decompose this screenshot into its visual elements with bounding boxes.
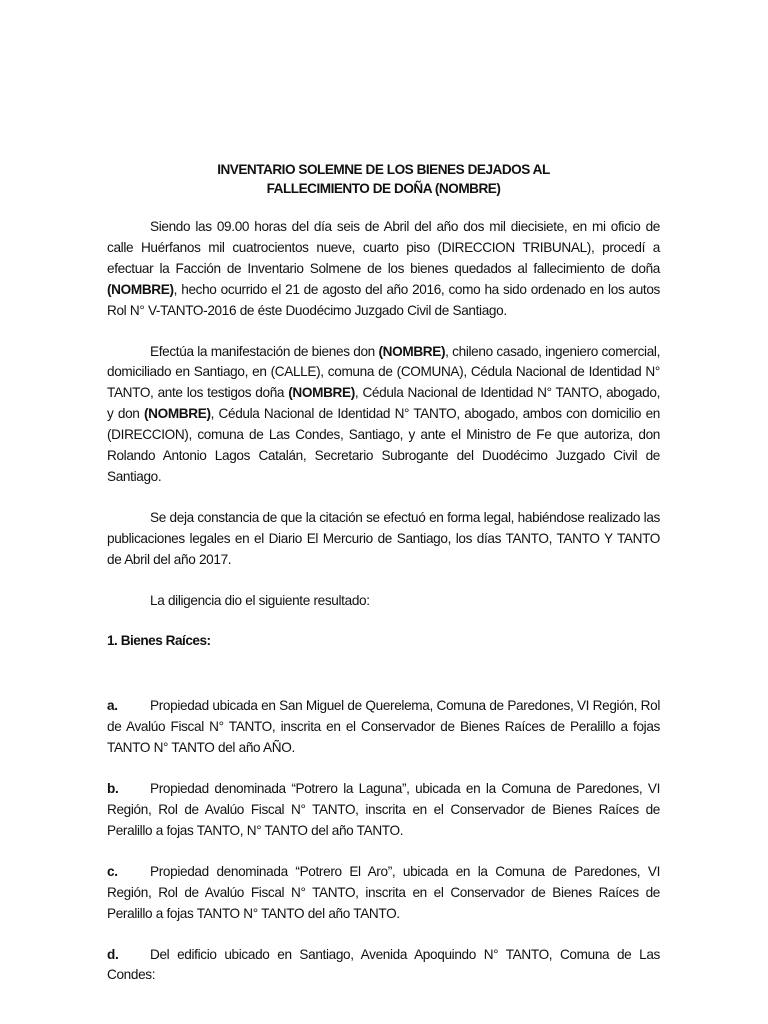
paragraph-intro-text-a: Siendo las 09.00 horas del día seis de Abril del año dos mil diecisiete, en mi oficio de calle Huérfanos mil cuatrocientos nueve, cuarto piso (DIRECCION TRIBUNAL), procedí a efectuar la Facción de Inventario Solmene de los bienes quedados al fallecimiento de doña	[107, 219, 660, 276]
list-item-text: Propiedad ubicada en San Miguel de Querelema, Comuna de Paredones, VI Región, Rol de Avalúo Fiscal N° TANTO, inscrita en el Conservador de Bienes Raíces de Peralillo a fojas TANTO N° TANTO del año AÑO.	[107, 698, 660, 756]
list-item-letter: b.	[107, 781, 119, 797]
list-item	[107, 696, 660, 759]
name-placeholder: (NOMBRE)	[288, 385, 355, 401]
name-placeholder: (NOMBRE)	[143, 406, 211, 422]
list-item-letter: a.	[107, 698, 118, 714]
title-line-1: INVENTARIO SOLEMNE DE LOS BIENES DEJADOS AL	[217, 162, 550, 177]
list-item-text: Propiedad denominada “Potrero la Laguna”, ubicada en la Comuna de Paredones, VI Región, Rol de Avalúo Fiscal N° TANTO, inscrita en el Conservador de Bienes Raíces de Peralillo a fojas TANTO, N° TANTO del año TANTO.	[107, 781, 660, 838]
list-item-text: Del edificio ubicado en Santiago, Avenida Apoquindo N° TANTO, Comuna de Las Condes:	[107, 946, 660, 983]
paragraph-intro	[107, 217, 660, 322]
name-placeholder: (NOMBRE)	[378, 343, 446, 359]
paragraph-citation: Se deja constancia de que la citación se efectuó en forma legal, habiéndose realizado las publicaciones legales en el Diario El Mercurio de Santiago, los días TANTO, TANTO Y TANTO de Abril del año 2017.	[107, 509, 660, 567]
paragraph-manifestation-text-c: , chileno casado, ingeniero comercial, domiciliado en Santiago, en (CALLE), comuna de (COMUNA), Cédula Nacional de Identidad N° TANTO, ante los testigos doña	[107, 343, 660, 401]
document-title	[107, 160, 660, 198]
paragraph-manifestation-text-a: Efectúa la manifestación de bienes don	[150, 343, 379, 359]
list-item	[107, 779, 660, 842]
list-item-letter: c.	[107, 863, 118, 879]
list-item-letter: d.	[107, 946, 119, 962]
list-item-text: Propiedad denominada “Potrero El Aro”, ubicada en la Comuna de Paredones, VI Región, Rol de Avalúo Fiscal N° TANTO, inscrita en el Conservador de Bienes Raíces de Peralillo a fojas TANTO N° TANTO del año TANTO.	[107, 863, 660, 921]
section-heading-real-estate: 1. Bienes Raíces:	[107, 632, 211, 648]
paragraph-manifestation	[107, 342, 660, 488]
title-line-2: FALLECIMIENTO DE DOÑA (NOMBRE)	[266, 181, 501, 196]
document-page	[107, 160, 660, 1006]
paragraph-manifestation-text-e: , Cédula Nacional de Identidad N° TANTO, abogado, ambos con domicilio en (DIRECCION), comuna de Las Condes, Santiago, y ante el Ministro de Fe que autoriza, don Rolando Antonio Lagos Catalán, Secretario Subrogante del Duodécimo Juzgado Civil de Santiago.	[107, 406, 660, 484]
paragraph-intro-text-c: , hecho ocurrido el 21 de agosto del año 2016, como ha sido ordenado en los autos Rol N° V-TANTO-2016 de éste Duodécimo Juzgado Civil de Santiago.	[107, 281, 660, 318]
name-placeholder: (NOMBRE)	[107, 281, 174, 297]
paragraph-manifestation-text-d: , Cédula Nacional de Identidad N° TANTO, abogado, y don	[107, 385, 660, 422]
paragraph-result: La diligencia dio el siguiente resultado:	[150, 592, 370, 608]
list-item	[107, 945, 660, 987]
list-item	[107, 862, 660, 925]
